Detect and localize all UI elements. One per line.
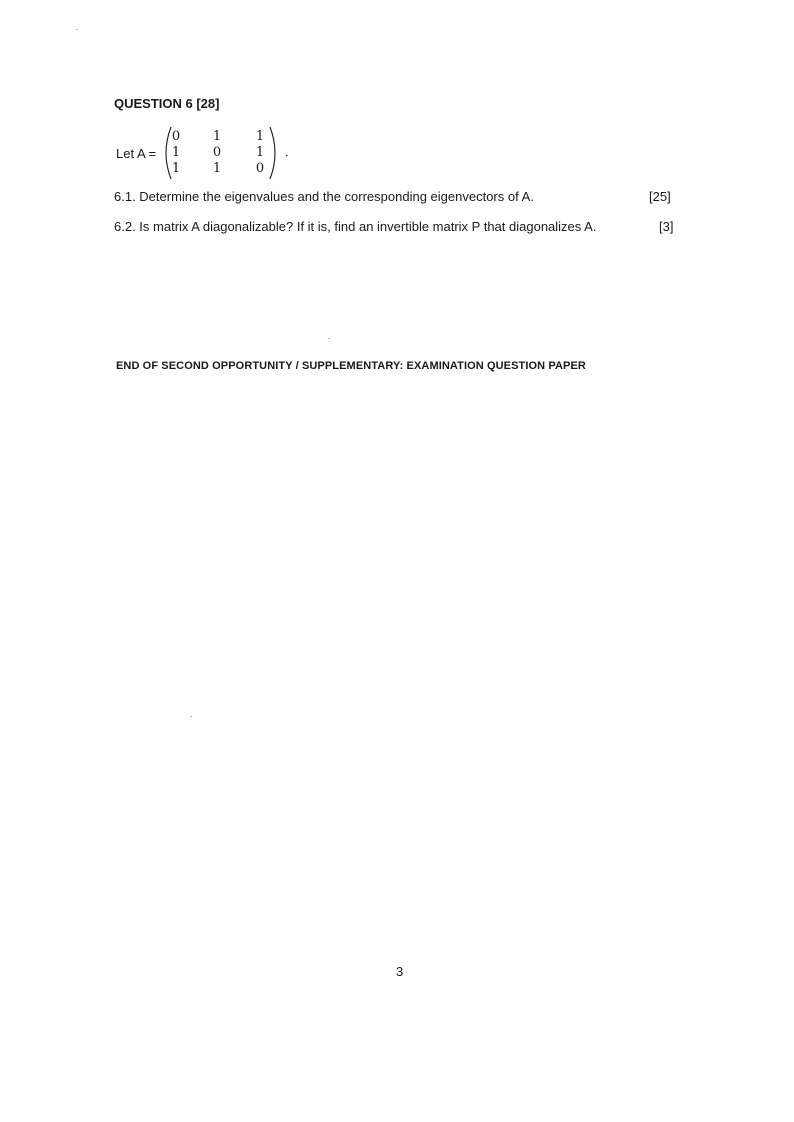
matrix-cell: 0 [255, 161, 265, 176]
scan-speck [328, 338, 330, 339]
end-of-paper-note: END OF SECOND OPPORTUNITY / SUPPLEMENTARY: EXAMINATION QUESTION PAPER [116, 360, 586, 372]
question-item-6-2: 6.2. Is matrix A diagonalizable? If it is, find an invertible matrix P that diagonalizes A. [114, 219, 597, 234]
matrix-cell: 1 [212, 161, 222, 176]
matrix-cell: 0 [212, 145, 222, 160]
matrix-period: . [285, 144, 289, 159]
question-title: QUESTION 6 [28] [114, 96, 220, 111]
matrix-cell: 1 [212, 129, 222, 144]
matrix-cell: 1 [255, 145, 265, 160]
matrix-cell: 1 [255, 129, 265, 144]
matrix-cell: 0 [171, 129, 181, 144]
matrix-cell: 1 [171, 161, 181, 176]
question-item-6-1: 6.1. Determine the eigenvalues and the corresponding eigenvectors of A. [114, 189, 534, 204]
matrix-a [162, 125, 292, 181]
let-label: Let A = [116, 146, 157, 161]
marks-6-2: [3] [659, 219, 674, 234]
page-number: 3 [396, 964, 404, 979]
marks-6-1: [25] [649, 189, 671, 204]
scan-speck [76, 29, 78, 30]
scan-speck [190, 716, 192, 717]
matrix-cell: 1 [171, 145, 181, 160]
